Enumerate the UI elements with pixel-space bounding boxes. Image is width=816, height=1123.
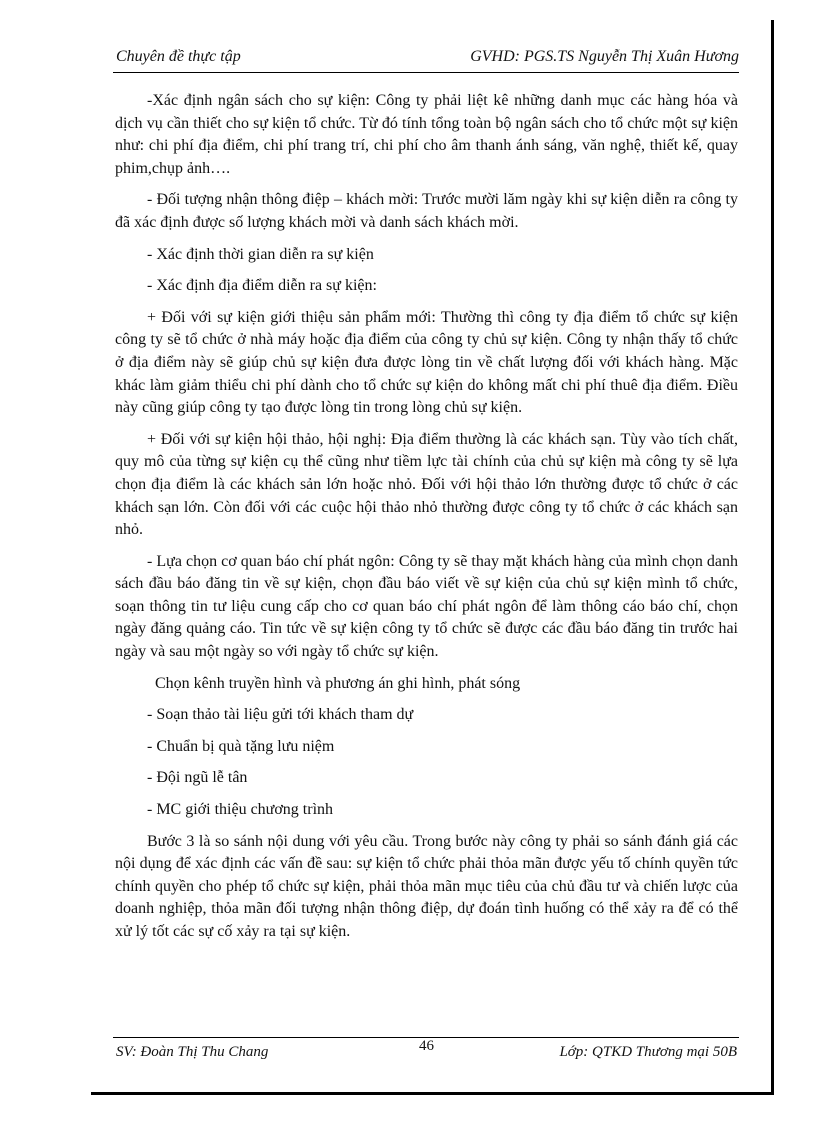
header-title: Chuyên đề thực tập	[116, 48, 241, 65]
paragraph-time: - Xác định thời gian diễn ra sự kiện	[147, 245, 374, 263]
page-footer	[113, 1038, 739, 1066]
footer-class: Lớp: QTKD Thương mại 50B	[559, 1044, 737, 1060]
header-advisor: GVHD: PGS.TS Nguyễn Thị Xuân Hương	[470, 48, 739, 65]
paragraph-step-3: Bước 3 là so sánh nội dung với yêu cầu. Trong bước này công ty phải so sánh đánh giá các nội dụng để xác định các vấn đề sau: sự kiện tổ chức phải thỏa mãn được yếu tố chính quyền tức chính quyền cho phép tổ chức sự kiện, phải thỏa mãn mục tiêu của chủ đầu tư và chiến lược của doanh nghiệp, thỏa mãn đối tượng nhận thông điệp, dự đoán tình huống có thể xảy ra để có thể xử lý tốt các sự cố xảy ra tại sự kiện.	[115, 832, 738, 940]
paragraph-documents: - Soạn thảo tài liệu gửi tới khách tham dự	[147, 706, 414, 724]
paragraph-tv-channel: Chọn kênh truyền hình và phương án ghi hình, phát sóng	[155, 674, 521, 692]
paragraph-mc: - MC giới thiệu chương trình	[147, 801, 334, 819]
paragraph-budget: -Xác định ngân sách cho sự kiện: Công ty phải liệt kê những danh mục các hàng hóa và dịch vụ cần thiết cho sự kiện tổ chức. Từ đó tính tổng toàn bộ ngân sách cho tổ chức một sự kiện như: chi phí địa điểm, chi phí trang trí, chi phí cho âm thanh ánh sáng, văn nghệ, thiết kế, quay phim,chụp ảnh….	[115, 92, 738, 177]
paragraph-conference: + Đối với sự kiện hội thảo, hội nghị: Địa điểm thường là các khách sạn. Tùy vào tích chất, quy mô của từng sự kiện cụ thể cũng như tiềm lực tài chính của chủ sự kiện mà công ty sẽ lựa chọn địa điểm là các khách sản lớn hoặc nhỏ. Đối với hội thảo lớn thường được tổ chức ở các khách sạn lớn. Còn đối với các cuộc hội thảo nhỏ thường được công ty tổ chức ở các khách sạn nhỏ.	[115, 430, 738, 539]
paragraph-press: - Lựa chọn cơ quan báo chí phát ngôn: Công ty sẽ thay mặt khách hàng của mình chọn danh sách đầu báo đăng tin về sự kiện, chọn đầu báo viết về sự kiện của chủ sự kiện mình tổ chức, soạn thông tin tư liệu cung cấp cho cơ quan báo chí phát ngôn để làm thông cáo báo chí, chọn ngày đăng quảng cáo. Tin tức về sự kiện công ty tổ chức sẽ được các đầu báo đăng tin trước hai ngày và sau một ngày so với ngày tổ chức sự kiện.	[115, 552, 738, 661]
footer-student: SV: Đoàn Thị Thu Chang	[116, 1044, 269, 1060]
paragraph-location: - Xác định địa điểm diễn ra sự kiện:	[147, 277, 377, 295]
page-number: 46	[419, 1038, 434, 1054]
paragraph-reception: - Đội ngũ lễ tân	[147, 769, 248, 787]
document-body	[115, 90, 738, 953]
paragraph-audience: - Đối tượng nhận thông điệp – khách mời: Trước mười lăm ngày khi sự kiện diễn ra công ty đã xác định được số lượng khách mời và danh sách khách mời.	[115, 191, 738, 231]
paragraph-gifts: - Chuẩn bị quà tặng lưu niệm	[147, 737, 335, 755]
page-header	[113, 46, 739, 73]
paragraph-product-launch: + Đối với sự kiện giới thiệu sản phẩm mới: Thường thì công ty địa điểm tổ chức sự kiện công ty sẽ tổ chức ở nhà máy hoặc địa điểm của công ty chủ sự kiện. Công ty nhận thấy tổ chức ở địa điểm này sẽ giúp chủ sự kiện đưa được lòng tin về chất lượng đối với khách hàng. Mặc khác làm giảm thiểu chi phí dành cho tổ chức sự kiện do không mất chi phí thuê địa điểm. Điều này cũng giúp công ty tạo được lòng tin trong lòng chủ sự kiện.	[115, 308, 738, 417]
